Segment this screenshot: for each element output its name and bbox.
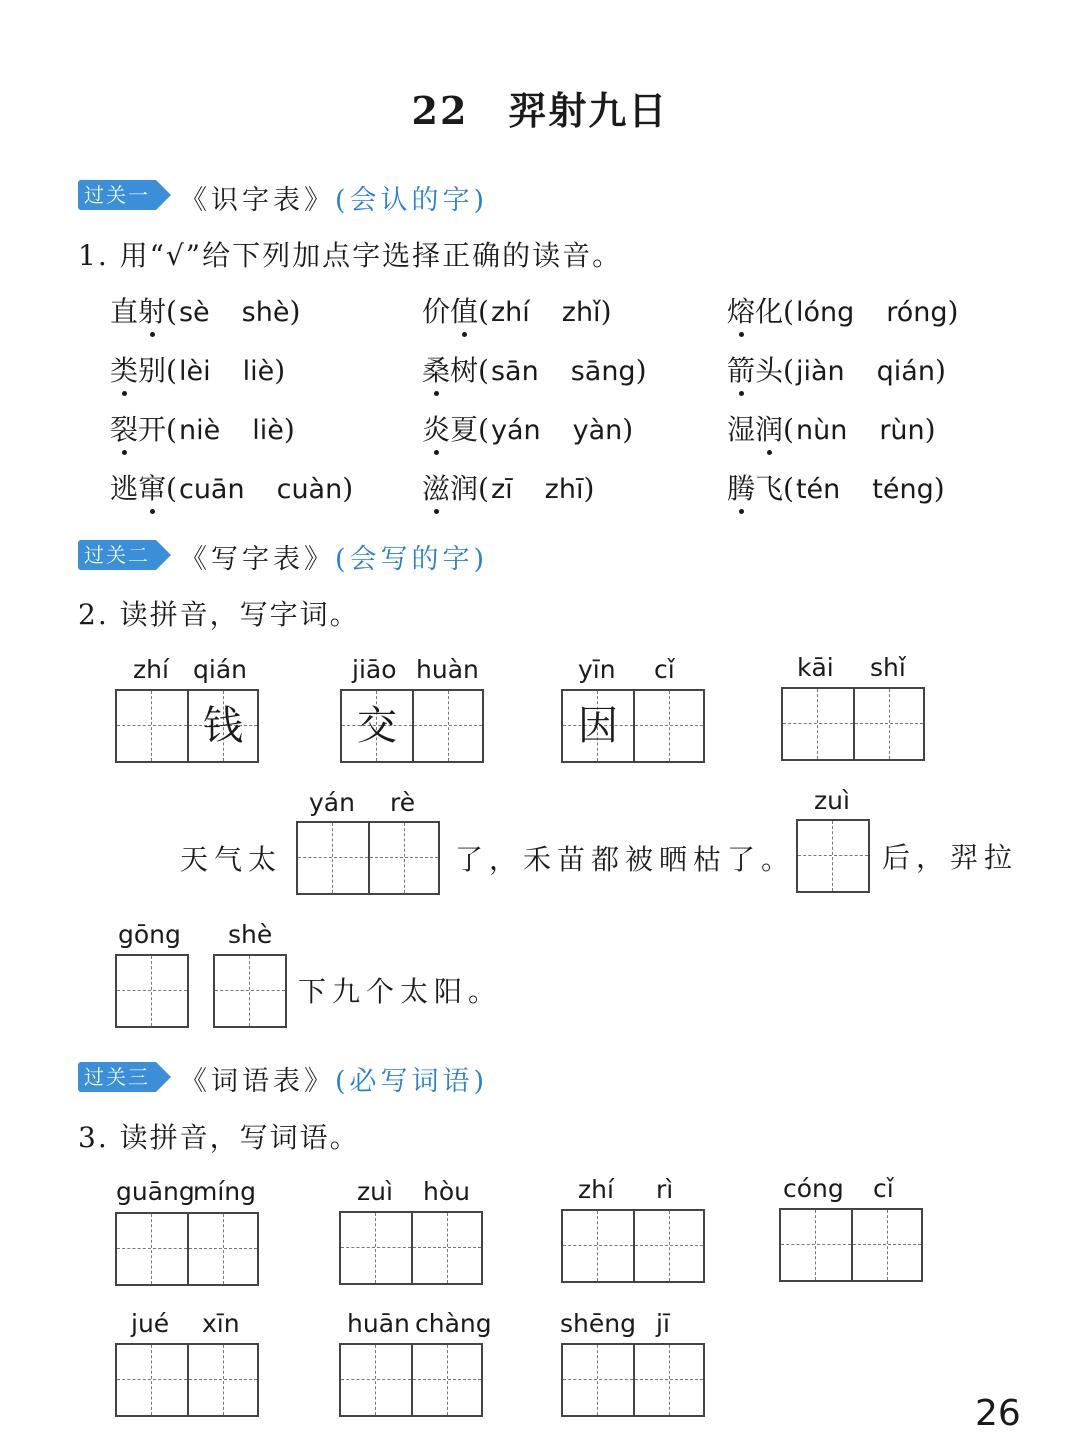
writing-grid[interactable] [561, 1209, 705, 1283]
pinyin: guāng [116, 1177, 195, 1206]
item-char: 类 [110, 354, 139, 387]
pinyin-option[interactable]: sān [490, 356, 539, 387]
pinyin-option[interactable]: róng [886, 297, 948, 328]
writing-grid[interactable] [339, 1211, 483, 1285]
pinyin-option[interactable]: tén [795, 474, 841, 505]
writing-grid[interactable] [796, 819, 870, 893]
grid-cell[interactable] [781, 1210, 851, 1280]
item-char: 树 [450, 354, 479, 387]
pinyin: xīn [202, 1309, 240, 1338]
grid-cell[interactable] [117, 691, 187, 761]
item-char: 夏 [450, 413, 479, 446]
writing-grid[interactable] [213, 954, 287, 1028]
writing-grid[interactable] [561, 1343, 705, 1417]
sentence-text: 后，羿拉 [882, 841, 1019, 874]
pronunciation-item: 桑树(sān sāng) [422, 354, 647, 387]
section-sub: (必写词语) [335, 1066, 489, 1097]
pinyin: zhí [133, 655, 169, 684]
grid-cell[interactable] [633, 1211, 703, 1281]
pinyin: kāi [797, 653, 834, 682]
item-char: 开 [138, 413, 167, 446]
pinyin: zuì [357, 1177, 393, 1206]
section-name: 《写字表》 [180, 544, 335, 575]
grid-cell[interactable] [412, 691, 482, 761]
writing-grid[interactable] [115, 1343, 259, 1417]
pinyin-option[interactable]: liè [252, 415, 284, 446]
item-char: 箭 [727, 354, 756, 387]
pinyin-option[interactable]: rùn [879, 415, 925, 446]
grid-cell[interactable]: 交 [342, 691, 412, 761]
pinyin-option[interactable]: yán [490, 415, 541, 446]
pinyin: míng [193, 1177, 257, 1206]
pronunciation-item: 炎夏(yán yàn) [422, 413, 634, 446]
sentence-text: 了，禾苗都被晒枯了。 [455, 843, 796, 876]
grid-cell[interactable] [187, 1214, 257, 1284]
item-char: 润 [450, 472, 479, 505]
pinyin: chàng [415, 1309, 492, 1338]
pinyin-option[interactable]: liè [242, 356, 275, 387]
pinyin-option[interactable]: shè [241, 297, 290, 328]
pinyin: huān [347, 1309, 410, 1338]
pinyin-option[interactable]: qián [876, 356, 935, 387]
pinyin-option[interactable]: nùn [795, 415, 848, 446]
item-char: 射 [138, 295, 167, 328]
pinyin: shè [228, 920, 273, 949]
pinyin-option[interactable]: cuàn [276, 474, 343, 505]
item-char: 桑 [422, 354, 451, 387]
section-badge-2: 过关二 [78, 540, 156, 570]
grid-cell[interactable] [117, 956, 187, 1026]
writing-grid[interactable] [779, 1208, 923, 1282]
item-char: 头 [755, 354, 784, 387]
sentence-text: 下九个太阳。 [298, 975, 503, 1008]
pinyin-option[interactable]: zhí [490, 297, 530, 328]
sentence-text: 天气太 [180, 843, 283, 876]
grid-cell[interactable] [298, 823, 368, 893]
writing-grid[interactable] [115, 689, 259, 763]
grid-cell[interactable]: 因 [563, 691, 633, 761]
pinyin: huàn [416, 655, 479, 684]
pinyin: zuì [814, 786, 850, 815]
page-title: 22 羿射九日 [411, 88, 669, 133]
question-2-prompt: 2. 读拼音，写字词。 [78, 598, 360, 631]
item-char: 逃 [110, 472, 139, 505]
pronunciation-item: 滋润(zī zhī) [422, 472, 595, 505]
item-char: 腾 [727, 472, 756, 505]
item-char: 炎 [422, 413, 451, 446]
grid-cell[interactable] [783, 689, 853, 759]
section-badge-3: 过关三 [78, 1062, 156, 1092]
writing-grid[interactable] [781, 687, 925, 761]
writing-grid[interactable] [561, 689, 705, 763]
grid-cell[interactable] [187, 1345, 257, 1415]
pinyin: jiāo [352, 655, 397, 684]
pinyin: cóng [783, 1174, 844, 1203]
section-name: 《词语表》 [180, 1066, 335, 1097]
item-char: 滋 [422, 472, 451, 505]
grid-cell[interactable]: 钱 [187, 691, 257, 761]
grid-cell[interactable] [341, 1345, 411, 1415]
pinyin-option[interactable]: sè [178, 297, 210, 328]
pinyin: qián [193, 655, 247, 684]
writing-grid[interactable] [115, 1212, 259, 1286]
pronunciation-item: 湿润(nùn rùn) [727, 413, 936, 446]
pinyin: cǐ [873, 1174, 894, 1203]
pinyin-option[interactable]: téng [872, 474, 934, 505]
pronunciation-item: 逃窜(cuān cuàn) [110, 472, 354, 505]
pinyin: shǐ [870, 653, 906, 682]
pinyin-option[interactable]: jiàn [795, 356, 845, 387]
item-char: 直 [110, 295, 139, 328]
pinyin: jī [656, 1309, 670, 1338]
item-char: 化 [755, 295, 784, 328]
grid-cell[interactable] [341, 1213, 411, 1283]
page-number: 26 [975, 1393, 1021, 1434]
grid-cell[interactable] [215, 956, 285, 1026]
pronunciation-item: 腾飞(tén téng) [727, 472, 945, 505]
section-name: 《识字表》 [180, 185, 335, 216]
grid-cell[interactable] [851, 1210, 921, 1280]
pinyin: hòu [423, 1177, 470, 1206]
item-char: 润 [755, 413, 784, 446]
item-char: 窜 [138, 472, 167, 505]
pinyin-option[interactable]: sāng [570, 356, 636, 387]
question-1-prompt: 1. 用“√”给下列加点字选择正确的读音。 [78, 239, 623, 272]
item-char: 熔 [727, 295, 756, 328]
pronunciation-item: 类别(lèi liè) [110, 354, 286, 387]
item-char: 价 [422, 295, 451, 328]
grid-cell[interactable] [853, 689, 923, 759]
section-title-3 [180, 1059, 488, 1098]
pronunciation-item: 熔化(lóng róng) [727, 295, 959, 328]
section-sub: (会写的字) [335, 544, 489, 575]
pinyin: yīn [578, 655, 616, 684]
grid-cell[interactable] [411, 1345, 481, 1415]
section-badge-1: 过关一 [78, 180, 156, 210]
grid-cell[interactable] [563, 1211, 633, 1281]
pronunciation-item: 价值(zhí zhǐ) [422, 295, 612, 328]
pronunciation-item: 裂开(niè liè) [110, 413, 295, 446]
item-char: 飞 [755, 472, 784, 505]
pronunciation-item: 直射(sè shè) [110, 295, 301, 328]
item-char: 裂 [110, 413, 139, 446]
pinyin: rè [390, 788, 416, 817]
grid-cell[interactable] [563, 1345, 633, 1415]
grid-cell[interactable] [368, 823, 438, 893]
grid-cell[interactable] [633, 691, 703, 761]
grid-cell[interactable] [798, 821, 868, 891]
grid-cell[interactable] [411, 1213, 481, 1283]
writing-grid[interactable] [339, 1343, 483, 1417]
grid-cell[interactable] [633, 1345, 703, 1415]
question-3-prompt: 3. 读拼音，写词语。 [78, 1121, 360, 1154]
pinyin-option[interactable]: zhī [544, 474, 584, 505]
pinyin-option[interactable]: zī [490, 474, 513, 505]
pinyin: shēng [560, 1309, 636, 1338]
grid-cell[interactable] [117, 1345, 187, 1415]
section-title-1 [180, 178, 488, 217]
item-char: 值 [450, 295, 479, 328]
pinyin: yán [309, 788, 355, 817]
pinyin-option[interactable]: zhǐ [561, 297, 601, 328]
writing-grid[interactable] [296, 821, 440, 895]
section-title-2 [180, 537, 488, 576]
pinyin: gōng [118, 920, 181, 949]
pinyin: rì [656, 1175, 674, 1204]
pronunciation-item: 箭头(jiàn qián) [727, 354, 946, 387]
pinyin-option[interactable]: lèi [178, 356, 211, 387]
pinyin-option[interactable]: lóng [795, 297, 855, 328]
pinyin: jué [131, 1309, 170, 1338]
pinyin-option[interactable]: niè [178, 415, 221, 446]
pinyin: cǐ [654, 655, 675, 684]
grid-cell[interactable] [117, 1214, 187, 1284]
pinyin-option[interactable]: yàn [572, 415, 623, 446]
pinyin-option[interactable]: cuān [178, 474, 245, 505]
writing-grid[interactable] [115, 954, 189, 1028]
writing-grid[interactable] [340, 689, 484, 763]
pinyin: zhí [578, 1175, 614, 1204]
item-char: 别 [138, 354, 167, 387]
item-char: 湿 [727, 413, 756, 446]
section-sub: (会认的字) [335, 185, 489, 216]
